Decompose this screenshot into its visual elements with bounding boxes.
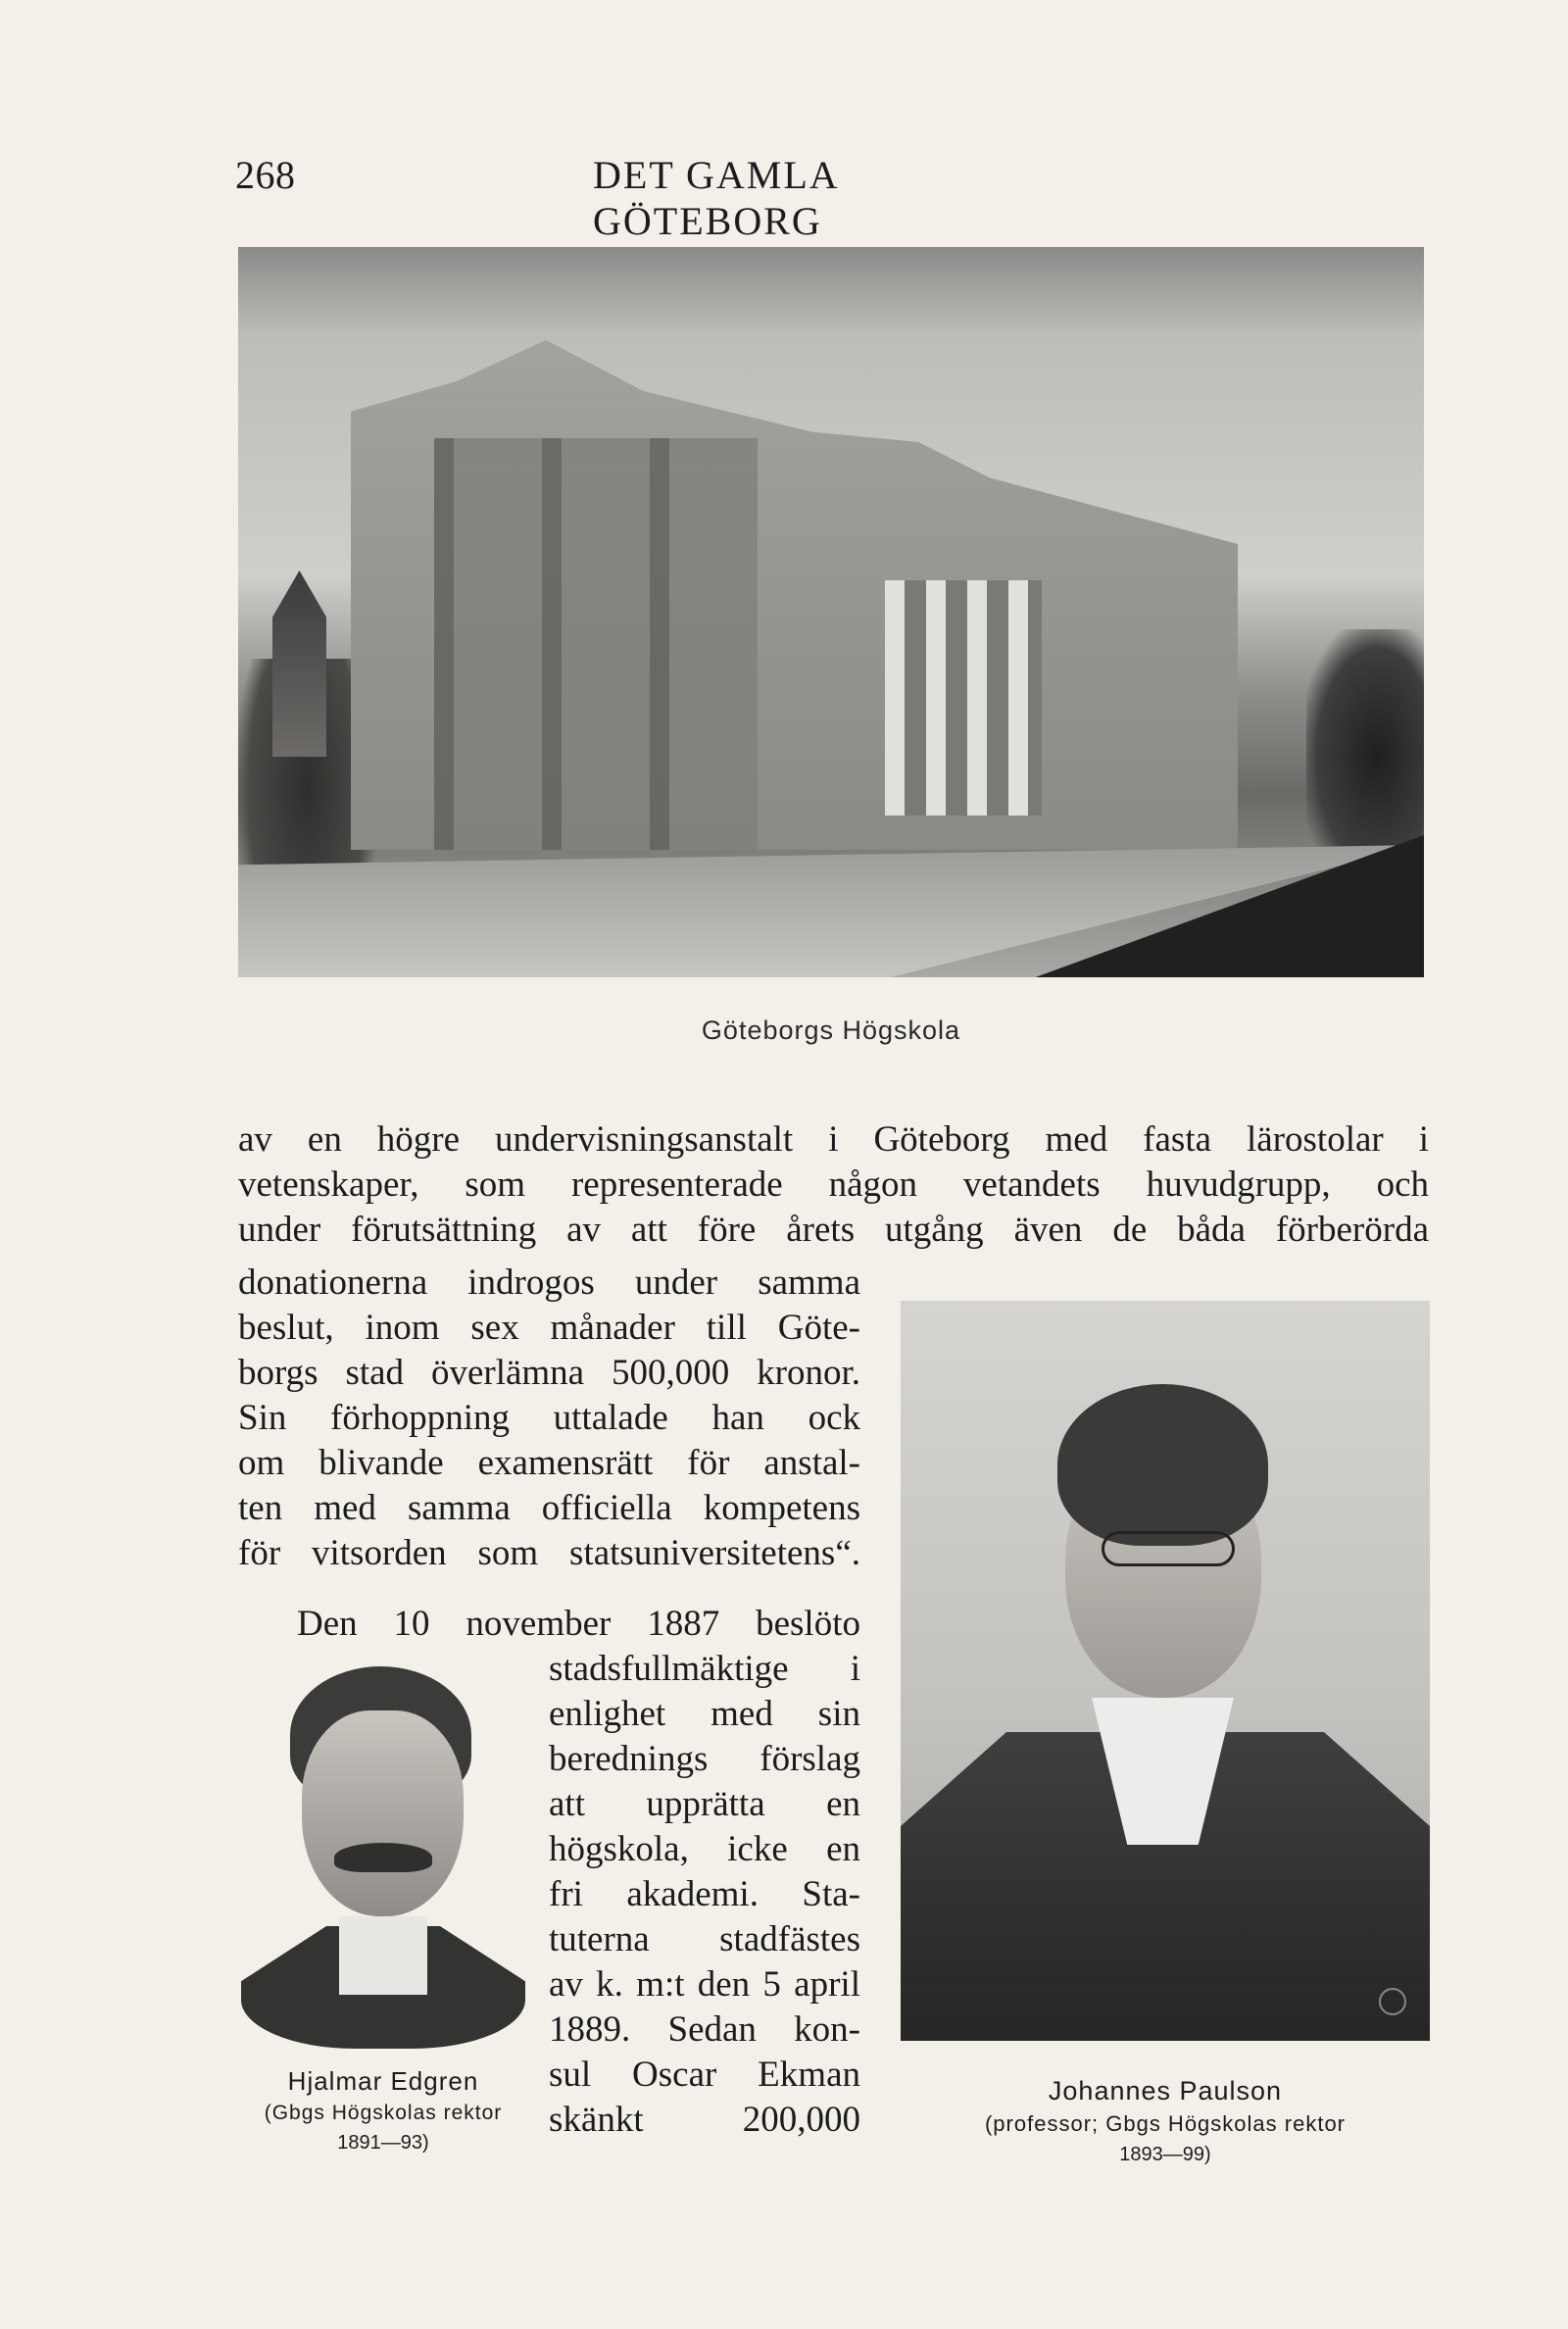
body-line: att upprätta en [549,1784,860,1824]
edgren-portrait [241,1666,525,2049]
edgren-caption [231,2063,535,2171]
running-title: DET GAMLA GÖTEBORG [593,153,838,243]
body-line: av en högre undervisningsanstalt i Göteborg med fasta lärostolar i [238,1119,1429,1160]
body-line: om blivande examensrätt för anstal- [238,1443,860,1483]
building-facade [434,438,758,850]
paulson-caption-line: (professor; Gbgs Högskolas rektor [984,2111,1347,2136]
body-line: stadsfullmäktige i [549,1649,860,1689]
body-line: enlighet med sin [549,1694,860,1734]
portrait-hair [1057,1384,1268,1546]
body-line: ten med samma officiella kompetens [238,1488,860,1528]
body-line: beslut, inom sex månader till Göte- [238,1308,860,1348]
body-line: donationerna indrogos under samma [238,1263,860,1303]
portico-columns [885,580,1042,816]
paulson-portrait [901,1301,1430,2041]
body-line: för vitsorden som statsuniversitetens“. [238,1533,860,1573]
body-line: 1889. Sedan kon- [549,2009,860,2050]
running-header [235,152,1073,243]
building-caption: Göteborgs Högskola [701,1016,961,1045]
narrow-column-text [549,1647,862,2156]
body-line: av k. m:t den 5 april [549,1964,860,2005]
paragraph-start: Den 10 november 1887 beslöto [297,1604,860,1644]
body-line: fri akademi. Sta- [549,1874,860,1914]
edgren-name: Hjalmar Edgren [287,2066,479,2096]
body-line: skänkt 200,000 [549,2100,860,2140]
church-tower [272,570,326,757]
paulson-name: Johannes Paulson [1048,2076,1283,2106]
portrait-shirt [339,1916,427,1995]
edgren-caption-line: (Gbgs Högskolas rektor [264,2102,503,2124]
body-line: borgs stad överlämna 500,000 kronor. [238,1353,860,1393]
pince-nez-glasses [1102,1531,1235,1566]
body-line: högskola, icke en [549,1829,860,1869]
page-number: 268 [235,153,296,197]
body-line: vetenskaper, som representerade någon vetandets huvudgrupp, och [238,1164,1429,1205]
body-line: berednings förslag [549,1739,860,1779]
paulson-caption [901,2073,1430,2181]
portrait-mustache [334,1843,432,1872]
building-photo [238,247,1424,977]
body-line: Sin förhoppning uttalade han ock [238,1398,860,1438]
paulson-caption-line: 1893—99) [1119,2144,1211,2165]
body-line: tuterna stadfästes [549,1919,860,1959]
left-column-text [238,1261,865,1625]
portrait-face [302,1710,464,1916]
body-line: under förutsättning av att före årets utgång även de båda förberörda [238,1210,1429,1250]
photographer-monogram [1379,1988,1406,2015]
edgren-caption-line: 1891—93) [337,2132,429,2154]
body-line: sul Oscar Ekman [549,2055,860,2095]
full-width-text [238,1117,1429,1255]
